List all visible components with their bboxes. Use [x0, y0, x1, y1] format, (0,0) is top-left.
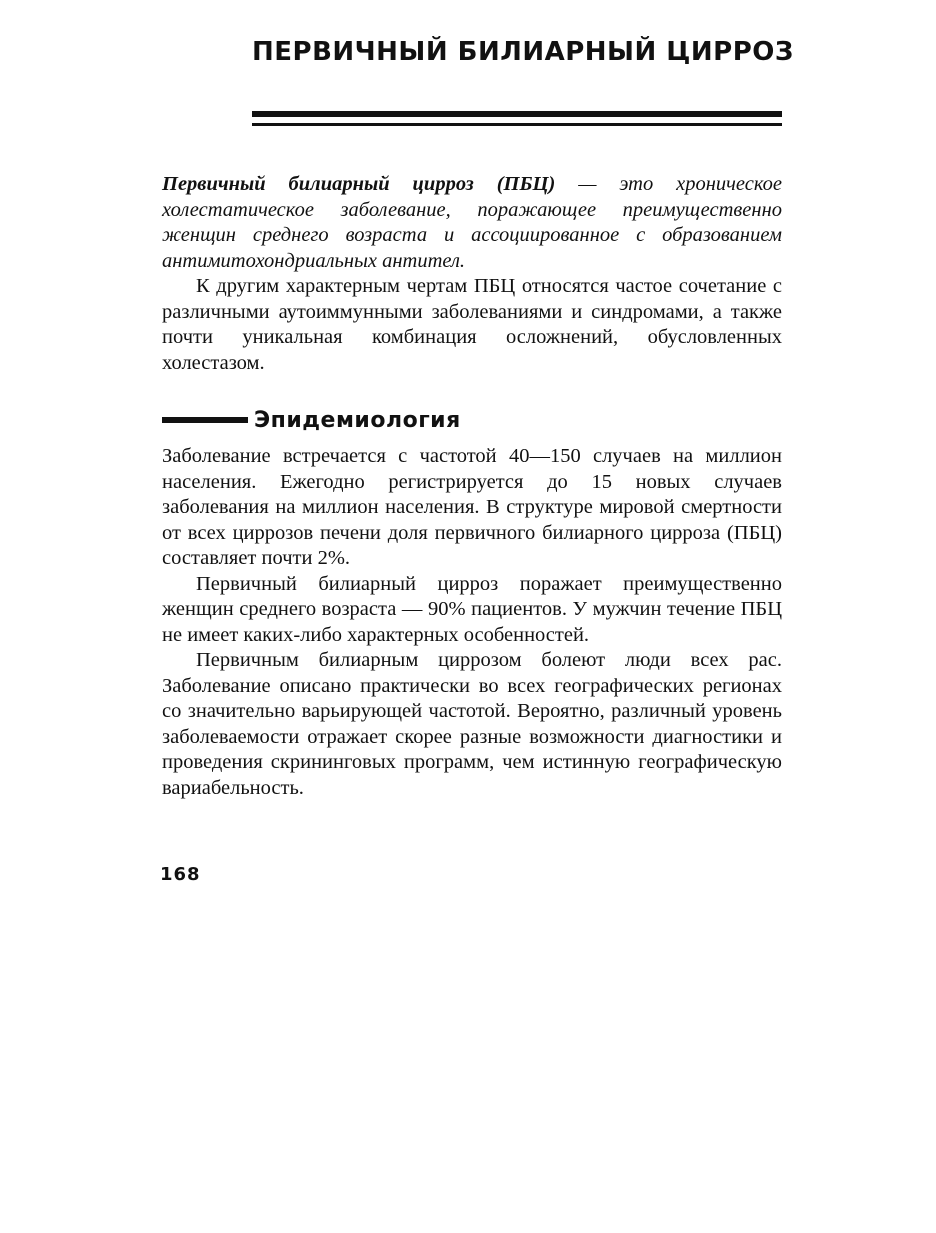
section-paragraph: Первичный билиарный цирроз поражает преимущественно женщин среднего возраста — 90% пациентов. У мужчин течение ПБЦ не имеет каких-либо характерных особенностей. [162, 572, 782, 646]
intro-block [162, 172, 782, 376]
heading-bar [162, 417, 248, 423]
page-number: 168 [160, 864, 201, 885]
title-rule-thick [252, 111, 782, 117]
intro-definition-paragraph [162, 172, 782, 274]
section-body [162, 444, 782, 801]
page-title: ПЕРВИЧНЫЙ БИЛИАРНЫЙ ЦИРРОЗ [252, 37, 794, 67]
intro-term: Первичный билиарный цирроз (ПБЦ) [162, 173, 556, 195]
intro-definition: — это хроническое холестатическое заболевание, поражающее преимущественно женщин среднего возраста и ассоциированное с образованием антимитохондриальных антител. [162, 173, 782, 272]
section-paragraph: Первичным билиарным циррозом болеют люди всех рас. Заболевание описано практически во всех географических регионах со значительно варьирующей частотой. Вероятно, различный уровень заболеваемости отражает скорее разные возможности диагностики и проведения скрининговых программ, чем истинную географическую вариабельность. [162, 649, 782, 799]
intro-paragraph: К другим характерным чертам ПБЦ относятся частое сочетание с различными аутоиммунными заболеваниями и синдромами, а также почти уникальная комбинация осложнений, обусловленных холестазом. [162, 275, 782, 374]
title-rule-thin [252, 123, 782, 126]
section-heading [162, 404, 461, 436]
section-paragraph: Заболевание встречается с частотой 40—150 случаев на миллион населения. Ежегодно регистрируется до 15 новых случаев заболевания на миллион населения. В структуре мировой смертности от всех циррозов печени доля первичного билиарного цирроза (ПБЦ) составляет почти 2%. [162, 445, 782, 569]
section-heading-text: Эпидемиология [254, 407, 461, 433]
